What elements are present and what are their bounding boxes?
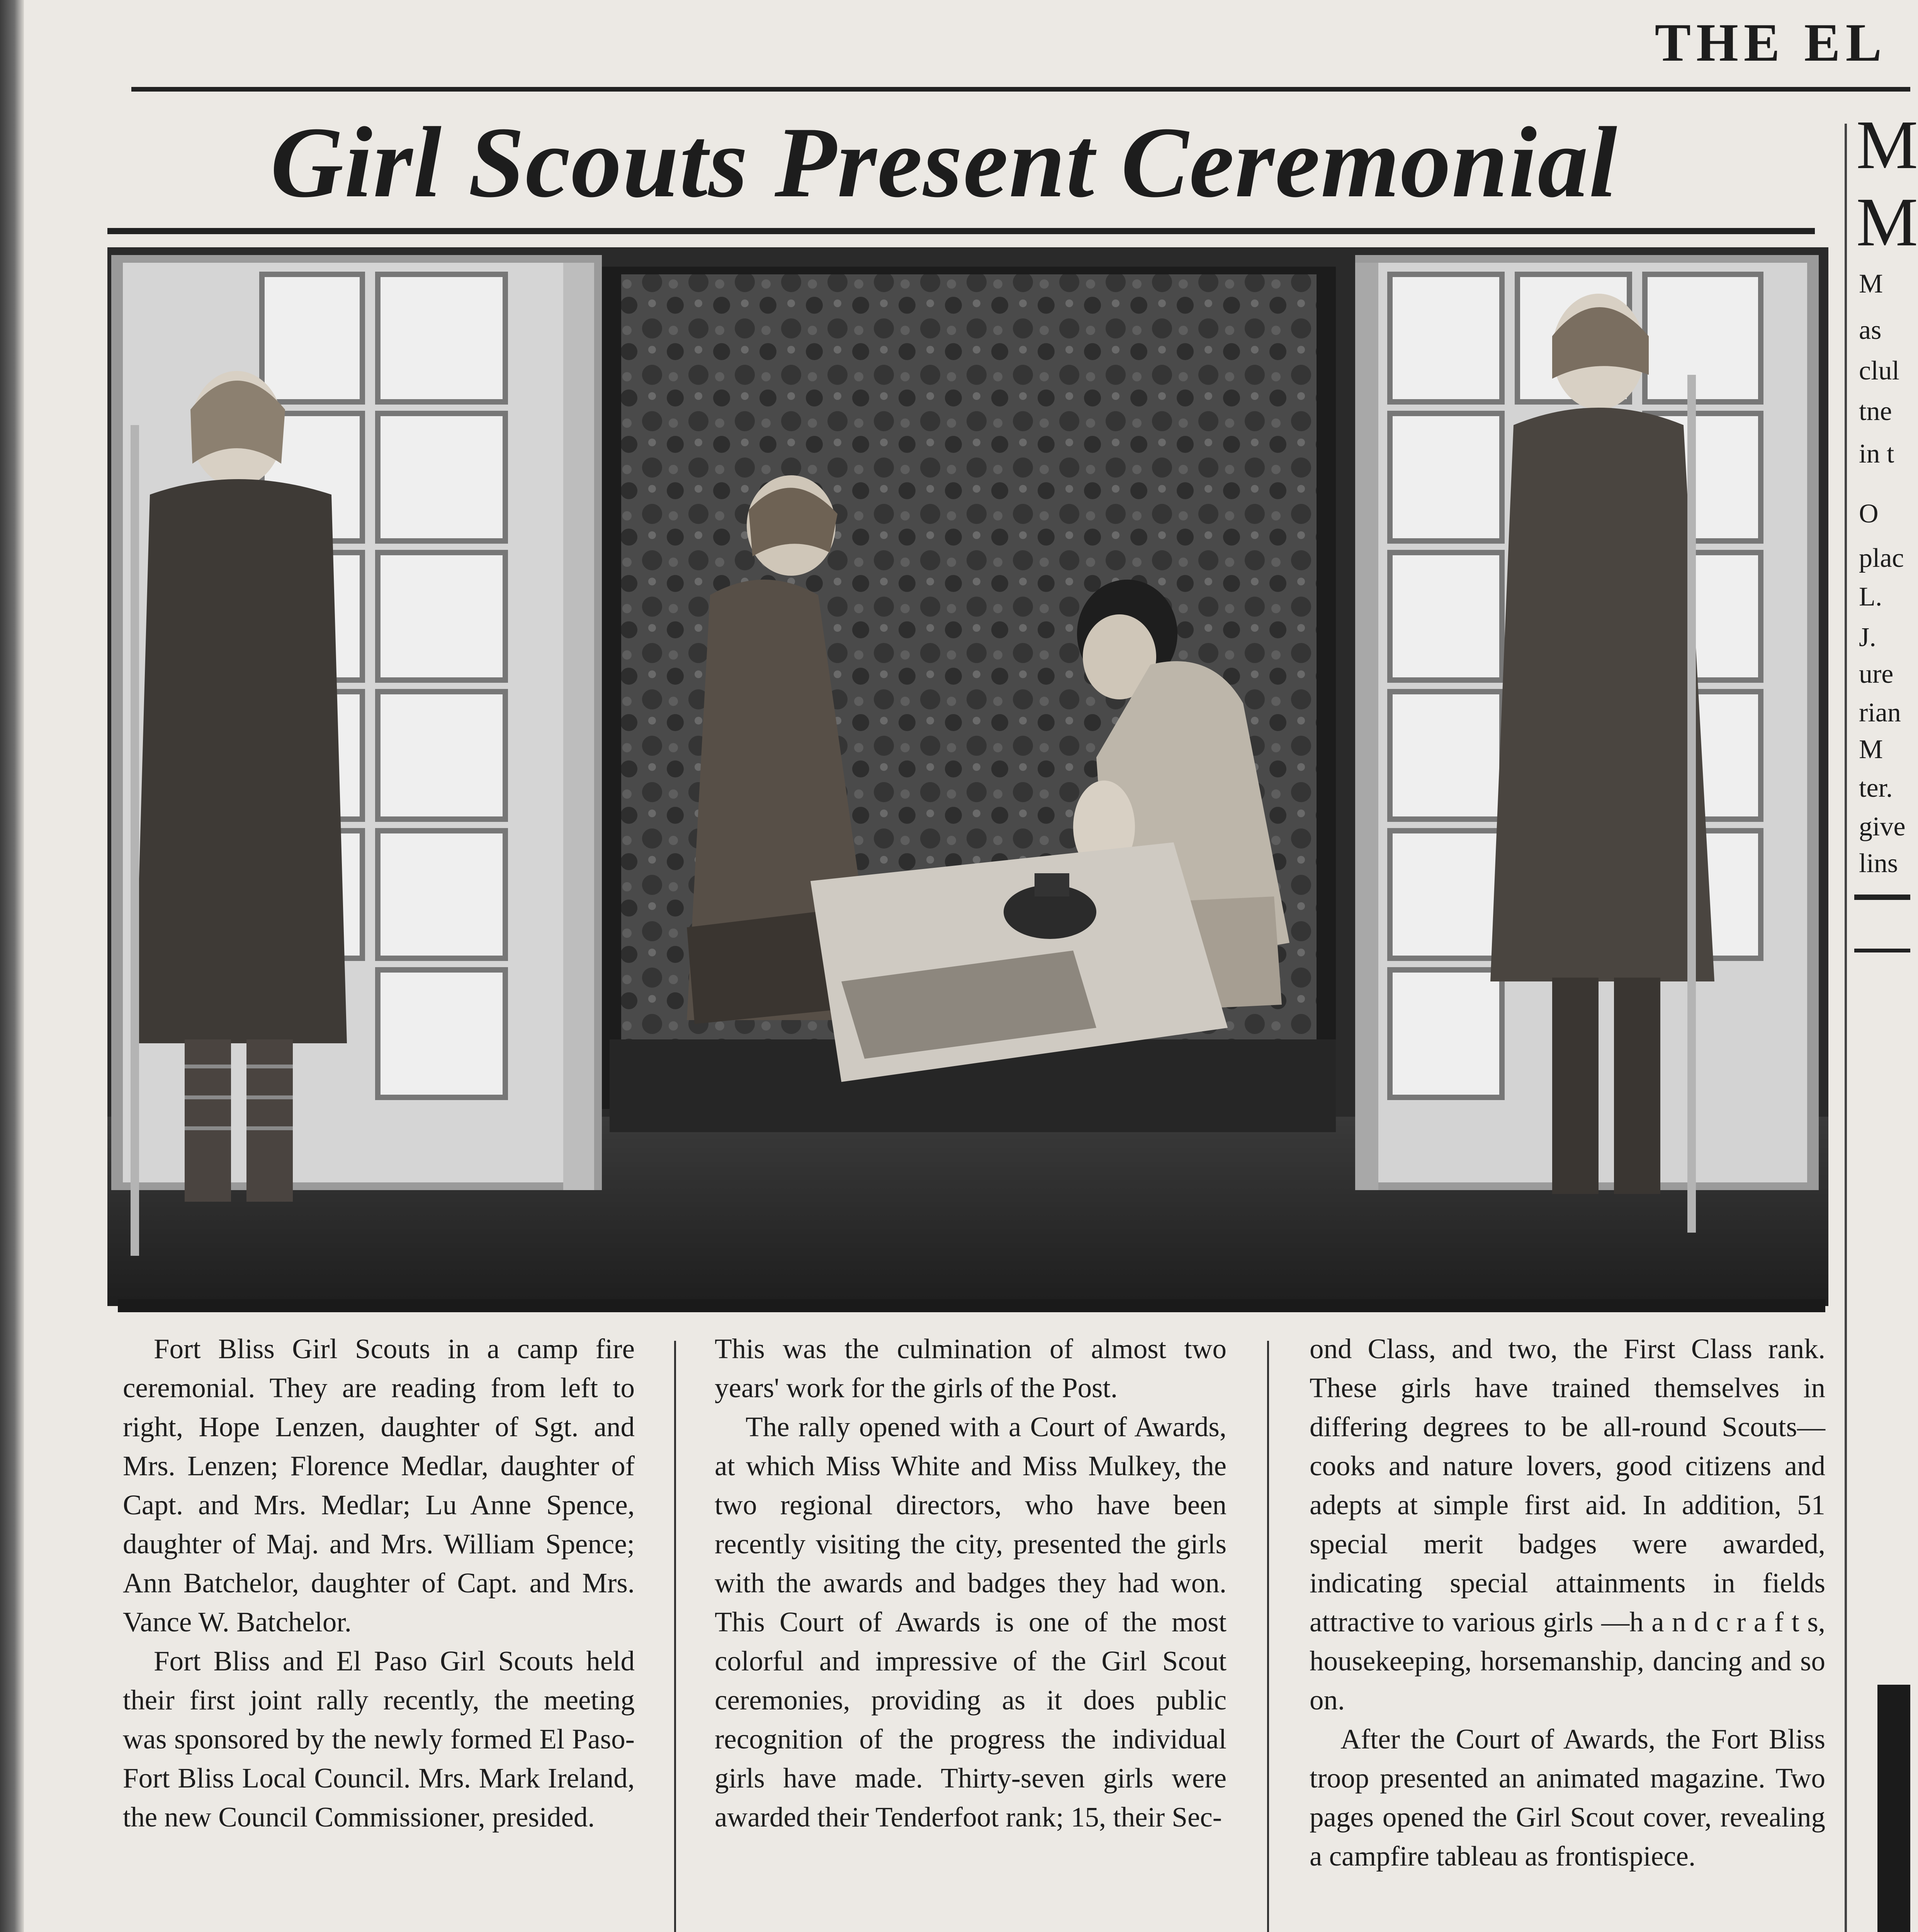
side-headline-line-1: M bbox=[1856, 106, 1918, 183]
side-fragment: M bbox=[1859, 269, 1883, 299]
side-fragment: clul bbox=[1859, 356, 1899, 386]
article-paragraph: ond Class, and two, the First Class rank. These girls have trained themselves in differing degrees to be all-round Scouts— cooks and nature lovers, good citizens and adepts at simple first aid. In addition, 51 special merit badges were awarded, indicating special attainments in fields attractive to various girls —h a n d c r a f t s, housekeeping, horsemanship, dancing and so on. bbox=[1310, 1333, 1825, 1716]
side-fragment: J. bbox=[1859, 622, 1876, 652]
ceremony-photo-icon bbox=[107, 247, 1828, 1306]
headline: Girl Scouts Present Ceremonial bbox=[270, 106, 1618, 218]
masthead: THE EL bbox=[1655, 13, 1887, 73]
photo-bottom-rule bbox=[118, 1299, 1825, 1312]
article-column-1 bbox=[123, 1329, 635, 1932]
top-rule bbox=[131, 87, 1910, 92]
article-paragraph: The rally opened with a Court of Awards, at which Miss White and Miss Mulkey, the two regional directors, who have been recently visiting the city, presented the girls with the awards and badges they had won. This Court of Awards is one of the most colorful and impressive of the Girl Scout ceremonies, providing as it does public recognition of the progress the individual girls have made. Thirty-seven girls were awarded their Tenderfoot rank; 15, their Sec- bbox=[715, 1411, 1227, 1833]
side-fragment: O bbox=[1859, 499, 1879, 529]
side-fragment: plac bbox=[1859, 543, 1904, 573]
article-paragraph: After the Court of Awards, the Fort Bliss troop presented an animated magazine. Two pages opened the Girl Scout cover, revealing a campfire tableau as frontispiece. bbox=[1310, 1723, 1825, 1872]
side-fragment: tne bbox=[1859, 396, 1892, 426]
article-paragraph: This was the culmination of almost two years' work for the girls of the Post. bbox=[715, 1333, 1227, 1403]
side-fragment: give bbox=[1859, 812, 1906, 842]
side-dark-block bbox=[1877, 1685, 1910, 1932]
side-fragment: in t bbox=[1859, 439, 1894, 469]
page-binding-edge bbox=[0, 0, 24, 1932]
side-fragment: L. bbox=[1859, 582, 1882, 612]
side-rule bbox=[1854, 895, 1910, 900]
column-divider-2 bbox=[1267, 1341, 1269, 1932]
side-fragment: rian bbox=[1859, 698, 1901, 728]
side-fragment: ure bbox=[1859, 659, 1894, 689]
column-divider-1 bbox=[674, 1341, 676, 1932]
side-fragment: as bbox=[1859, 315, 1882, 345]
side-headline-line-2: M bbox=[1856, 184, 1918, 260]
headline-rule bbox=[107, 228, 1815, 234]
ceremony-photo bbox=[107, 247, 1828, 1306]
side-fragment: lins bbox=[1859, 849, 1898, 878]
side-fragment: ter. bbox=[1859, 773, 1893, 803]
side-rule bbox=[1854, 949, 1910, 952]
article-column-2 bbox=[715, 1329, 1227, 1932]
caption-paragraph: Fort Bliss Girl Scouts in a camp fire ceremonial. They are reading from left to right, Hope Lenzen, daughter of Sgt. and Mrs. Lenzen; Florence Medlar, daughter of Capt. and Mrs. Medlar; Lu Anne Spence, daughter of Maj. and Mrs. William Spence; Ann Batchelor, daughter of Capt. and Mrs. Vance W. Batchelor. bbox=[123, 1333, 635, 1638]
article-column-3 bbox=[1310, 1329, 1825, 1932]
side-fragment: M bbox=[1859, 735, 1883, 764]
article-paragraph: Fort Bliss and El Paso Girl Scouts held their first joint rally recently, the meeting was sponsored by the newly formed El Paso-Fort Bliss Local Council. Mrs. Mark Ireland, the new Council Commissioner, presided. bbox=[123, 1645, 635, 1833]
column-divider bbox=[1845, 124, 1847, 1932]
